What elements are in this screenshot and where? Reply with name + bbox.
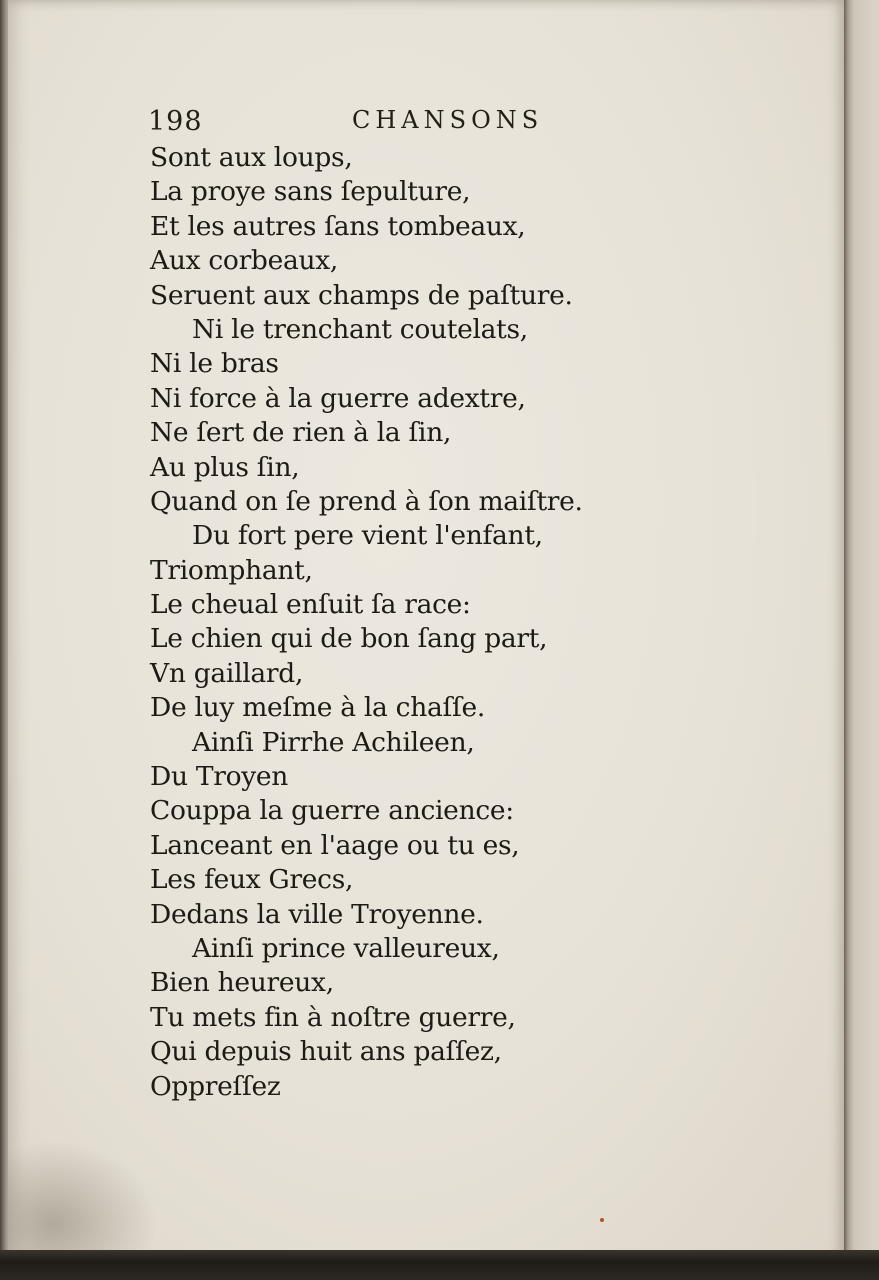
page-number: 198: [148, 106, 203, 137]
poem-line: Ni le bras: [150, 348, 279, 380]
poem-line: Le cheual enſuit ſa race:: [150, 589, 471, 621]
poem-line: Les feux Grecs,: [150, 864, 354, 896]
poem-line: Et les autres ſans tombeaux,: [150, 210, 526, 242]
poem-line: Lanceant en l'aage ou tu es,: [150, 829, 520, 861]
poem-line: Ainſi prince valleureux,: [192, 932, 500, 964]
poem-line: De luy meſme à la chaſſe.: [150, 692, 485, 724]
poem-line: Ni le trenchant coutelats,: [192, 313, 528, 345]
poem-line: Ne ſert de rien à la ſin,: [150, 417, 452, 449]
poem-line: Quand on ſe prend à ſon maiſtre.: [150, 485, 583, 517]
poem-line: Au plus ſin,: [150, 451, 300, 483]
poem-text: [150, 141, 670, 1104]
poem-line: Ni force à la guerre adextre,: [150, 382, 526, 414]
scan-bottom-edge: [0, 1250, 879, 1280]
poem-line: La proye sans ſepulture,: [150, 176, 471, 208]
poem-line: Dedans la ville Troyenne.: [150, 898, 484, 930]
poem-line: Triomphant,: [150, 554, 313, 586]
poem-line: Du Troyen: [150, 761, 289, 793]
poem-line: Qui depuis huit ans paſſez,: [150, 1036, 502, 1068]
poem-line: Sont aux loups,: [150, 142, 353, 173]
poem-line: Du fort pere vient l'enfant,: [192, 520, 543, 552]
poem-line: Le chien qui de bon ſang part,: [150, 623, 548, 655]
ink-speck: [600, 1218, 604, 1222]
poem-line: Couppa la guerre ancience:: [150, 795, 514, 827]
poem-line: Oppreſſez: [150, 1070, 281, 1102]
poem-line: Seruent aux champs de paſture.: [150, 279, 573, 311]
book-page: [8, 0, 844, 1262]
poem-line: Tu mets fin à noſtre guerre,: [150, 1001, 516, 1033]
running-head: CHANSONS: [352, 106, 544, 134]
page-corner-wear: [8, 1140, 158, 1260]
poem-line: Ainſi Pirrhe Achileen,: [192, 726, 475, 758]
poem-line: Bien heureux,: [150, 967, 334, 999]
adjacent-page-edge: [844, 0, 879, 1280]
poem-line: Vn gaillard,: [150, 657, 304, 689]
poem-line: Aux corbeaux,: [150, 245, 339, 277]
page-header: [148, 106, 568, 142]
